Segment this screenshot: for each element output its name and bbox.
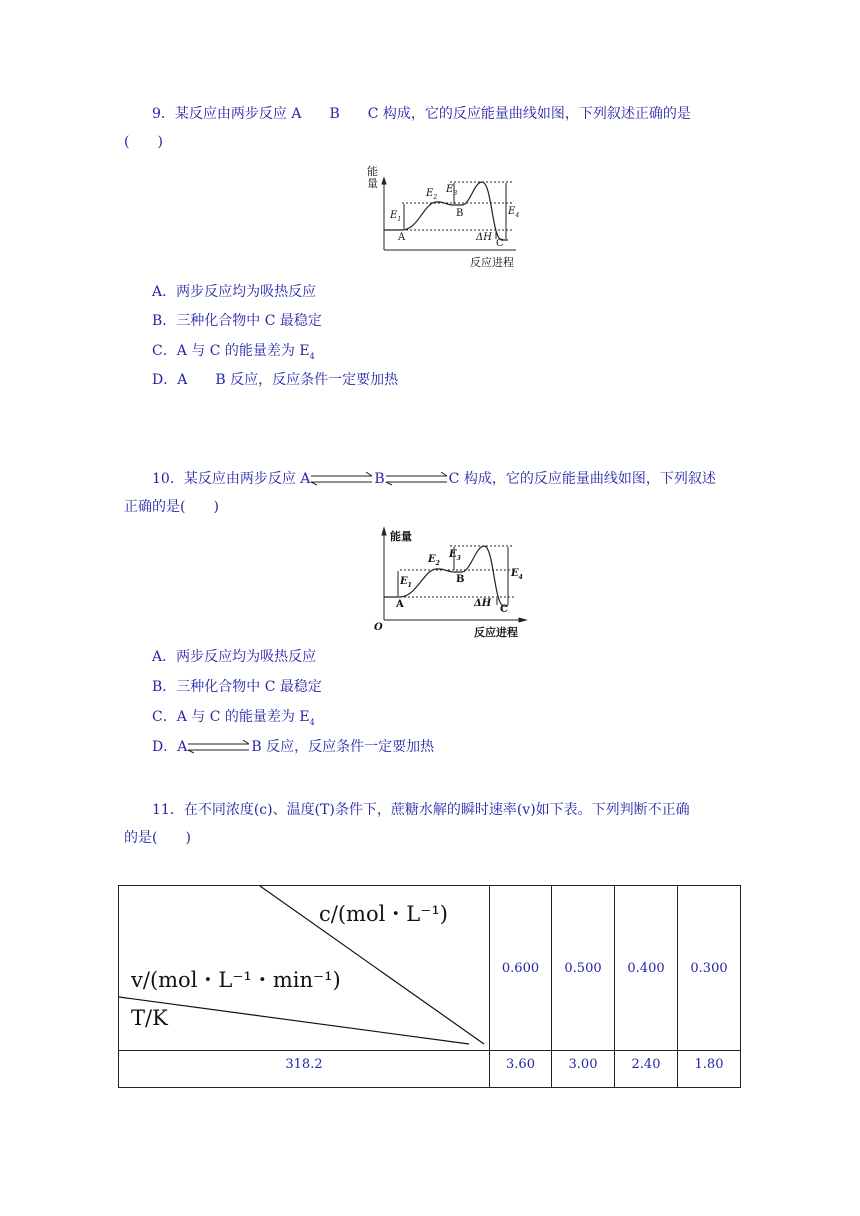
fig1-e4: $E_4$ — [508, 206, 520, 219]
row-value: 1.80 — [678, 1051, 741, 1088]
header-conc-2: 0.400 — [615, 886, 678, 1051]
row-value: 3.00 — [552, 1051, 615, 1088]
q10-stem-line1: 10．某反应由两步反应 A B C 构成，它的反应能量曲线如图，下列叙述 — [152, 471, 716, 487]
equilibrium-arrow-icon — [187, 740, 251, 754]
table-row — [119, 1051, 741, 1088]
energy-diagram-2 — [370, 524, 530, 640]
fig2-e3: $E_3$ — [449, 549, 461, 562]
row-temperature: 318.2 — [119, 1051, 490, 1088]
header-temperature-label: T/K — [131, 1006, 168, 1030]
q9-option-a: A．两步反应均为吸热反应 — [152, 284, 317, 300]
fig1-point-a: A — [398, 232, 406, 243]
fig1-e3: $E_3$ — [446, 184, 458, 197]
q9-option-b: B．三种化合物中 C 最稳定 — [152, 313, 322, 329]
equilibrium-arrow-icon — [310, 472, 374, 486]
fig2-point-a: A — [396, 599, 404, 610]
fig2-e1: $E_1$ — [400, 576, 412, 589]
q10-option-a: A．两步反应均为吸热反应 — [152, 649, 317, 665]
q9-option-c: C．A 与 C 的能量差为 $E_4$ — [152, 343, 315, 361]
equilibrium-arrow-icon — [385, 472, 449, 486]
q11-stem-line2: 的是( ) — [124, 830, 191, 846]
fig1-ylabel: 能量 — [367, 165, 378, 190]
table-diagonal-header — [119, 886, 490, 1051]
fig2-e2: $E_2$ — [428, 554, 440, 567]
row-value: 2.40 — [615, 1051, 678, 1088]
fig2-e4: $E_4$ — [511, 568, 523, 581]
q9-stem-line2: ( ) — [124, 134, 163, 150]
fig2-ylabel: 能量 — [390, 530, 412, 543]
q9-stem-line1: 9．某反应由两步反应 A B C 构成，它的反应能量曲线如图，下列叙述正确的是 — [152, 106, 691, 122]
fig1-delta-h: ΔH — [476, 232, 492, 243]
fig1-e1: $E_1$ — [390, 210, 402, 223]
fig1-point-b: B — [456, 208, 464, 219]
q10-option-c: C．A 与 C 的能量差为 $E_4$ — [152, 709, 315, 727]
q10-option-d: D．A B 反应，反应条件一定要加热 — [152, 739, 435, 755]
fig2-point-b: B — [456, 574, 465, 585]
fig2-xlabel: 反应进程 — [474, 626, 518, 639]
header-conc-0: 0.600 — [490, 886, 552, 1051]
header-conc-3: 0.300 — [678, 886, 741, 1051]
fig2-point-c: C — [500, 604, 508, 615]
header-concentration-label: c/(mol・L⁻¹) — [319, 902, 448, 926]
energy-diagram-1 — [366, 166, 526, 270]
rate-table — [118, 885, 741, 1088]
fig1-xlabel: 反应进程 — [470, 256, 514, 269]
fig1-point-c: C — [496, 238, 504, 249]
q11-stem-line1: 11．在不同浓度(c)、温度(T)条件下，蔗糖水解的瞬时速率(v)如下表。下列判断不正确 — [152, 802, 690, 818]
header-rate-label: v/(mol・L⁻¹・min⁻¹) — [131, 968, 341, 992]
fig2-delta-h: ΔH — [474, 598, 492, 609]
row-value: 3.60 — [490, 1051, 552, 1088]
table-header-row — [119, 886, 741, 1051]
q10-stem-line2: 正确的是( ) — [124, 499, 219, 515]
header-conc-1: 0.500 — [552, 886, 615, 1051]
q9-option-d: D．A B 反应，反应条件一定要加热 — [152, 372, 399, 388]
q10-option-b: B．三种化合物中 C 最稳定 — [152, 679, 322, 695]
fig2-origin: O — [374, 622, 383, 633]
fig1-e2: $E_2$ — [426, 188, 438, 201]
